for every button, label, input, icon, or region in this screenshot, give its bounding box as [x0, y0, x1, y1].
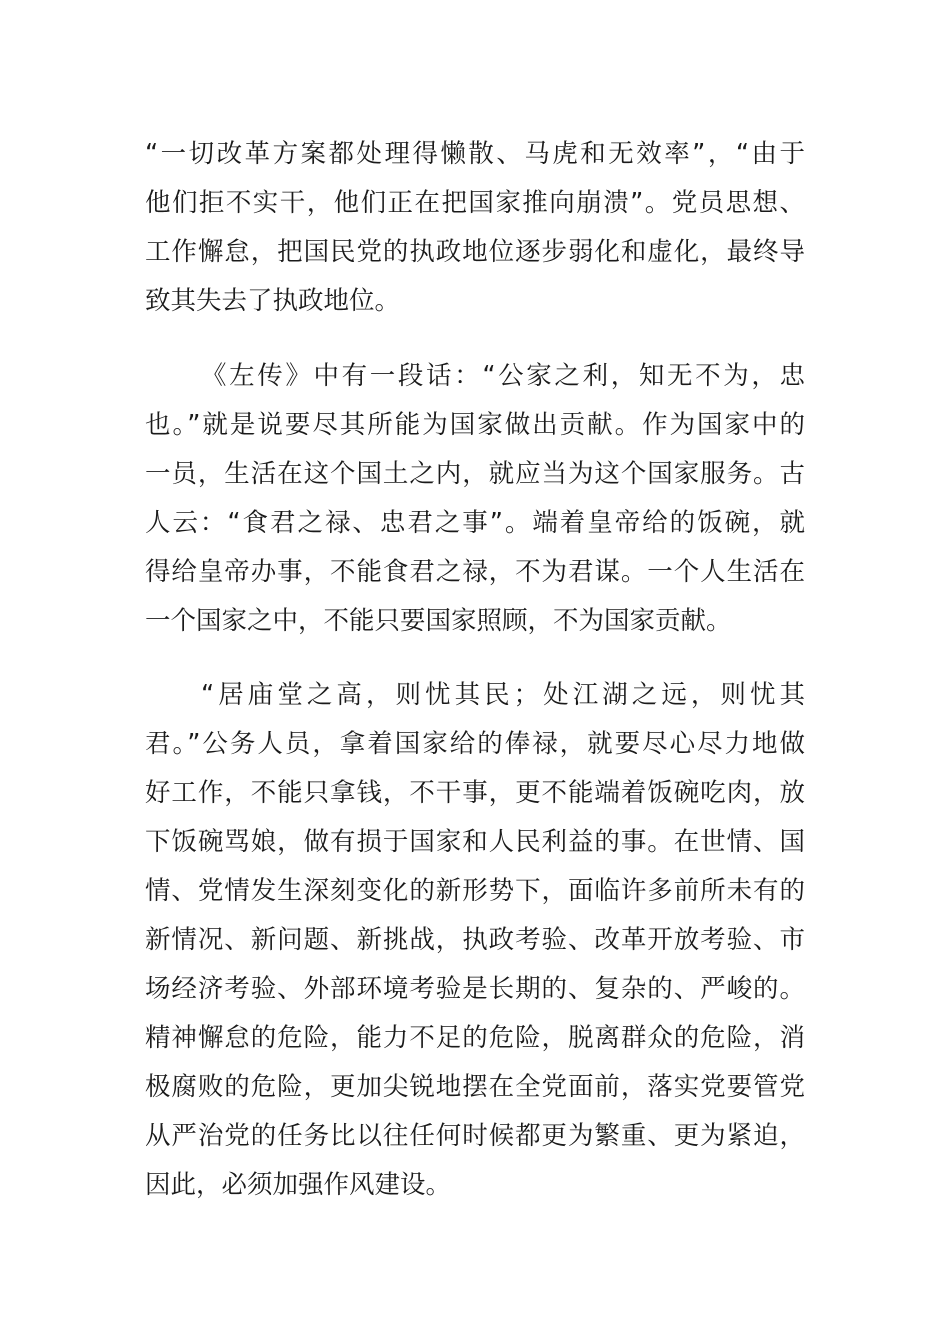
text-line: 下饭碗骂娘，做有损于国家和人民利益的事。在世情、国 [145, 827, 805, 857]
text-line: 场经济考验、外部环境考验是长期的、复杂的、严峻的。 [145, 974, 805, 1004]
text-line: “居庙堂之高，则忧其民；处江湖之远，则忧其 [201, 680, 805, 710]
text-line: 一员，生活在这个国土之内，就应当为这个国家服务。古 [145, 459, 805, 489]
text-line: 精神懈怠的危险，能力不足的危险，脱离群众的危险，消 [145, 1023, 805, 1053]
text-line: “一切改革方案都处理得懒散、马虎和无效率”，“由于 [145, 139, 805, 169]
text-line: 一个国家之中，不能只要国家照顾，不为国家贡献。 [145, 606, 732, 636]
text-line: 他们拒不实干，他们正在把国家推向崩溃”。党员思想、 [145, 188, 805, 218]
text-line: 得给皇帝办事，不能食君之禄，不为君谋。一个人生活在 [145, 557, 805, 587]
text-line: 因此，必须加强作风建设。 [145, 1170, 452, 1200]
text-line: 也。”就是说要尽其所能为国家做出贡献。作为国家中的 [145, 410, 805, 440]
text-line: 致其失去了执政地位。 [145, 286, 401, 316]
text-line: 极腐败的危险，更加尖锐地摆在全党面前，落实党要管党 [145, 1072, 805, 1102]
text-line: 从严治党的任务比以往任何时候都更为繁重、更为紧迫， [145, 1121, 805, 1151]
text-line: 新情况、新问题、新挑战，执政考验、改革开放考验、市 [145, 925, 805, 955]
text-line: 君。”公务人员，拿着国家给的俸禄，就要尽心尽力地做 [145, 729, 805, 759]
text-line: 《左传》中有一段话：“公家之利，知无不为，忠 [201, 361, 805, 391]
text-line: 情、党情发生深刻变化的新形势下，面临许多前所未有的 [145, 876, 805, 906]
text-line: 好工作，不能只拿钱，不干事，更不能端着饭碗吃肉，放 [145, 778, 805, 808]
text-line: 工作懈怠，把国民党的执政地位逐步弱化和虚化，最终导 [145, 237, 805, 267]
text-line: 人云：“食君之禄、忠君之事”。端着皇帝给的饭碗，就 [145, 508, 805, 538]
